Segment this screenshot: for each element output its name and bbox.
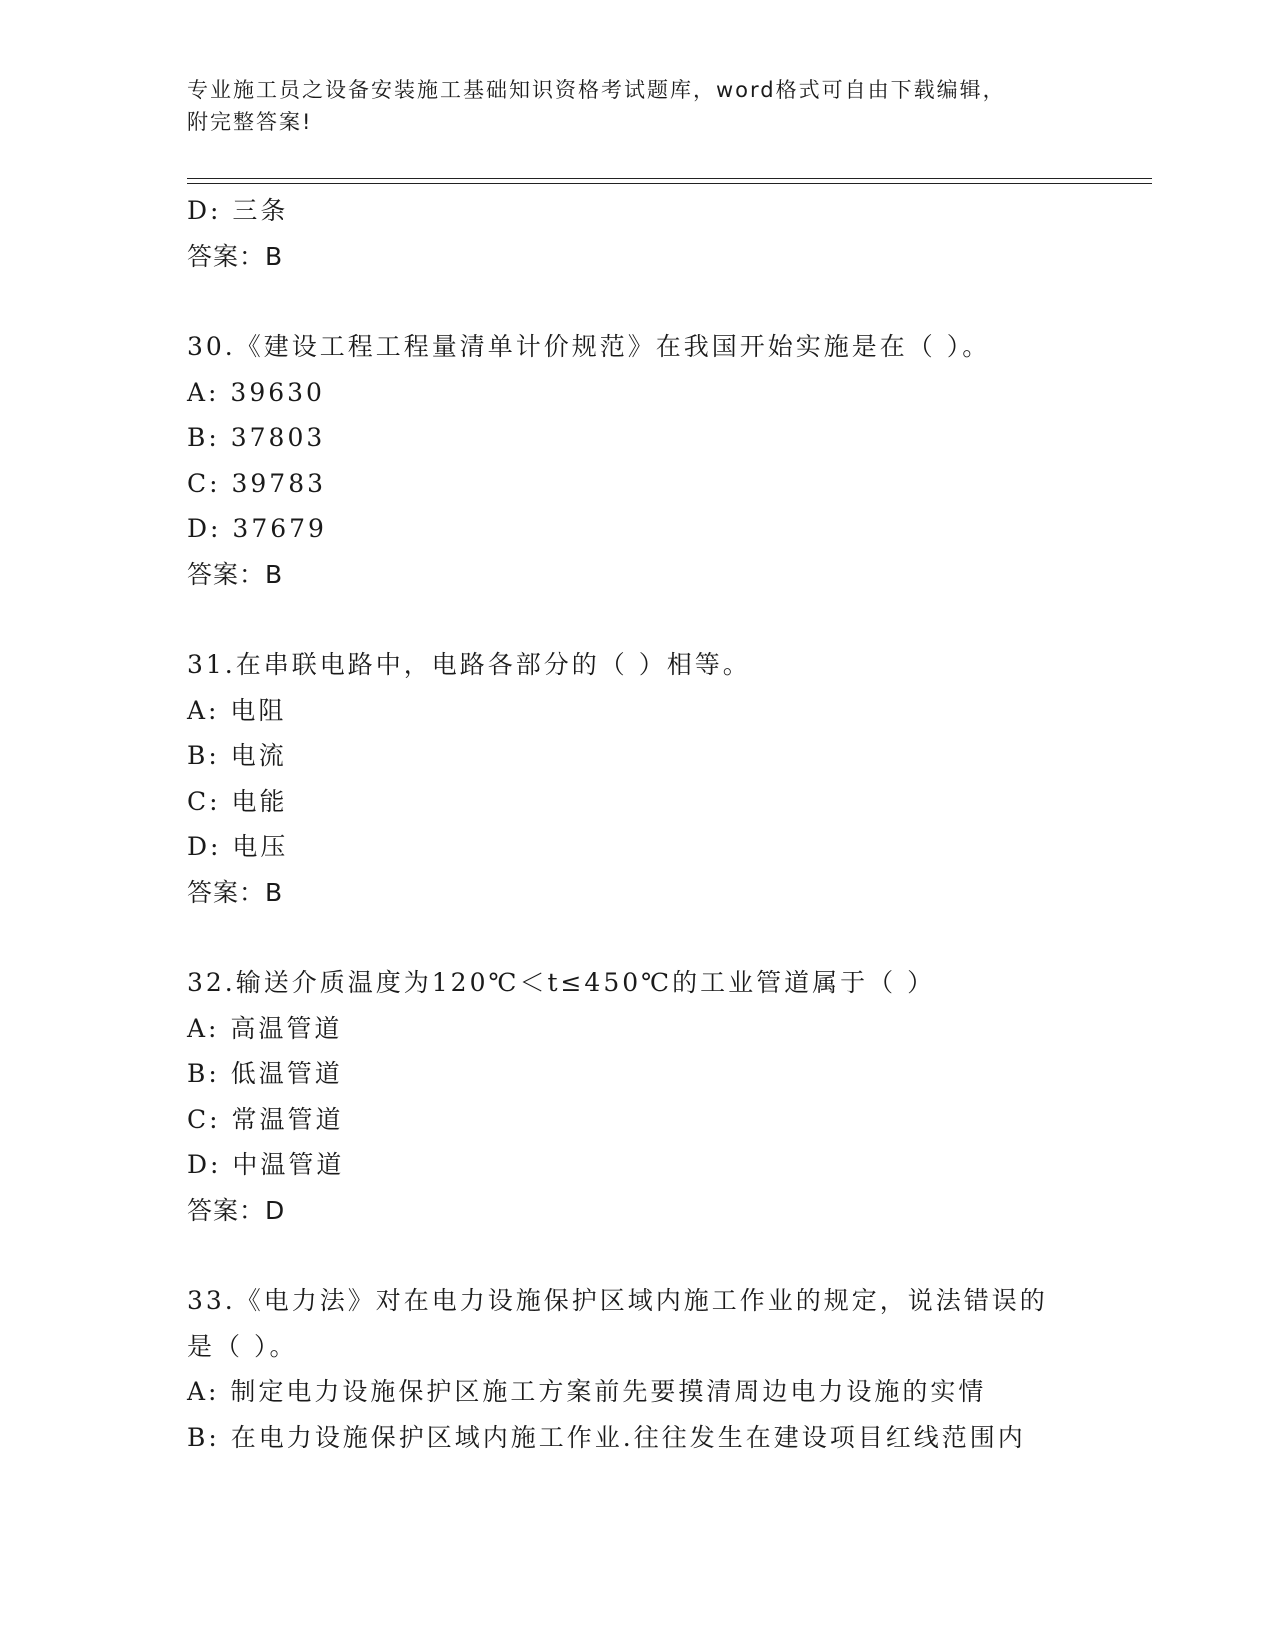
option-b: B: 电流 [187,741,287,770]
answer-line: 答案：B [187,559,284,589]
option-a: A: 39630 [187,377,325,407]
option-c: C: 39783 [187,468,327,498]
question-30 [187,324,1087,597]
question-stem: 31.在串联电路中，电路各部分的（ ）相等。 [187,650,751,679]
option-d: D: 中温管道 [187,1150,345,1179]
header-line-1: 专业施工员之设备安装施工基础知识资格考试题库，word格式可自由下载编辑， [187,78,1006,102]
option-d: D: 37679 [187,514,327,543]
option-c: C: 电能 [187,786,288,816]
option-a: A: 高温管道 [187,1013,343,1043]
question-stem: 30.《建设工程工程量清单计价规范》在我国开始实施是在（ ）。 [187,332,991,361]
question-32 [187,960,1087,1233]
option-d: D: 三条 [187,196,289,225]
option-a: A: 电阻 [187,695,287,725]
option-d: D: 电压 [187,832,289,861]
question-31 [187,642,1087,915]
document-header [187,74,1067,138]
header-line-2: 附完整答案! [187,110,313,134]
option-c: C: 常温管道 [187,1104,344,1134]
header-divider-top [187,178,1152,179]
question-33 [187,1278,1087,1460]
header-divider-bottom [187,183,1152,184]
question-stem-line-1: 33.《电力法》对在电力设施保护区域内施工作业的规定，说法错误的 [187,1286,1048,1315]
answer-line: 答案：D [187,1195,286,1225]
option-b: B: 在电力设施保护区域内施工作业.往往发生在建设项目红线范围内 [187,1422,1026,1452]
option-b: B: 低温管道 [187,1059,343,1088]
answer-line: 答案：B [187,877,284,907]
question-list [187,188,1087,1460]
answer-line: 答案：B [187,241,284,271]
option-a: A: 制定电力设施保护区施工方案前先要摸清周边电力设施的实情 [187,1377,987,1406]
question-stem: 32.输送介质温度为120℃＜t≤450℃的工业管道属于（ ） [187,968,936,997]
question-stem-line-2: 是（ ）。 [187,1331,298,1361]
option-b: B: 37803 [187,423,326,452]
